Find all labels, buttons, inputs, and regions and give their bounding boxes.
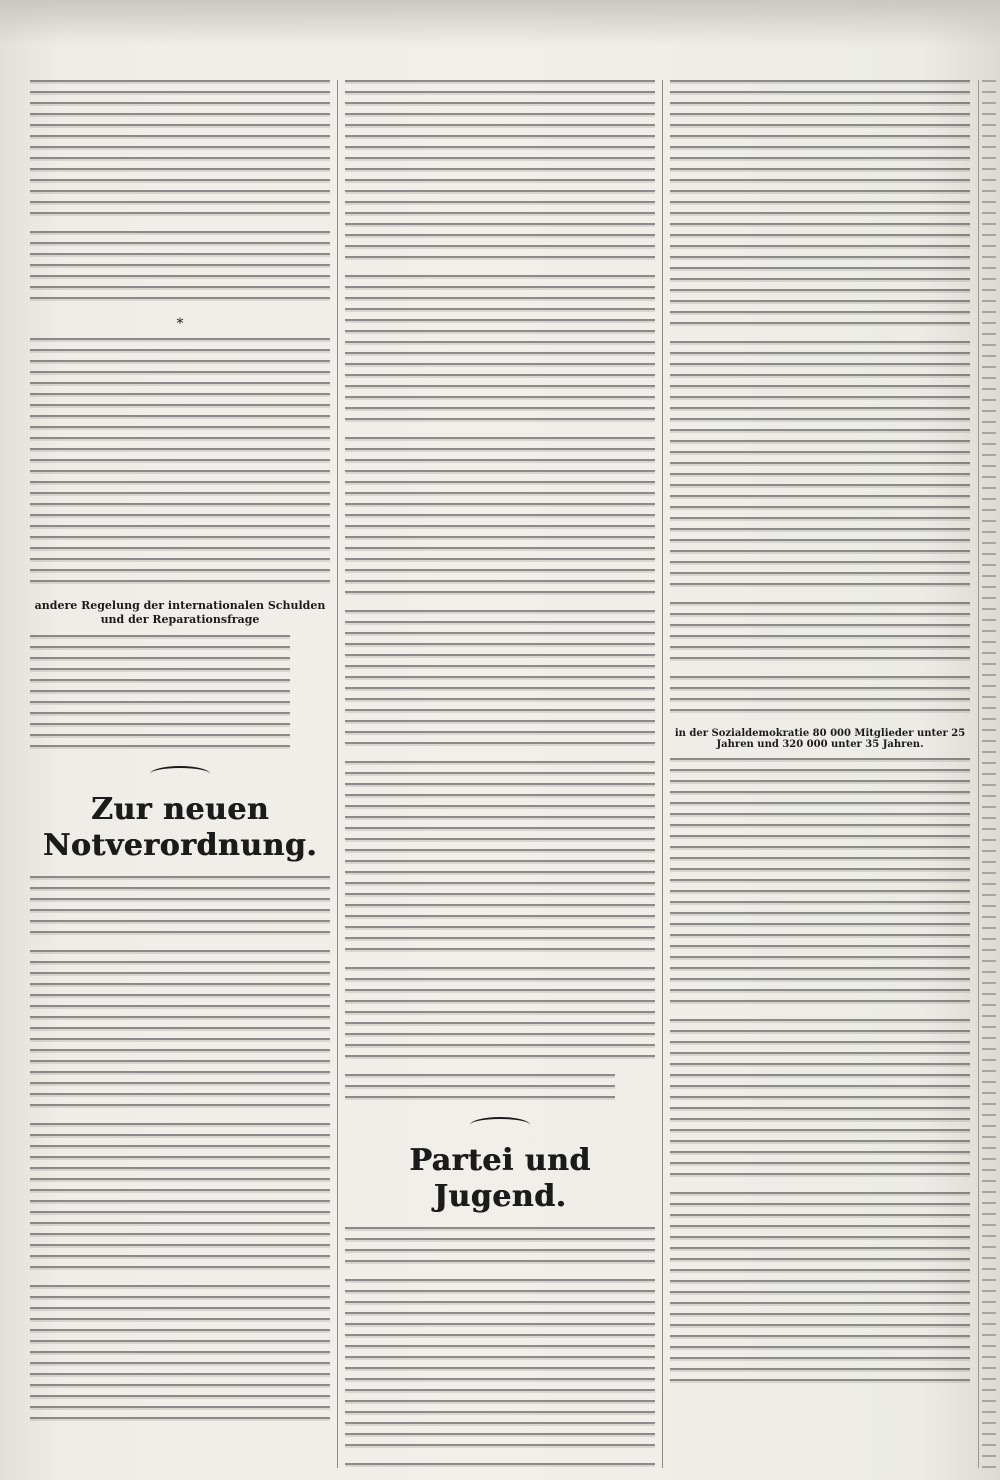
text-block-committee	[30, 231, 330, 308]
text-block-revenue	[345, 437, 655, 602]
text-block-socialism	[670, 1192, 970, 1390]
column-rule	[662, 80, 663, 1468]
text-block-youth-education	[670, 1019, 970, 1184]
text-block-unemployment	[30, 80, 330, 223]
text-block-capital-debts	[30, 635, 290, 756]
adjacent-page-edge	[982, 80, 996, 1468]
text-block-foreign-loans	[30, 1123, 330, 1277]
text-block-party-members	[670, 341, 970, 594]
text-block-crisis-tax	[345, 80, 655, 267]
column-1	[30, 80, 330, 1468]
text-block-students	[670, 80, 970, 333]
text-block-government	[30, 950, 330, 1115]
headline-flourish	[470, 1117, 530, 1133]
page-top-shadow	[0, 0, 1000, 46]
text-block-youth-groups	[345, 1463, 655, 1468]
subhead-debts: andere Regelung der internationalen Schulden und der Reparationsfrage	[34, 599, 326, 626]
text-block-criticism	[345, 275, 655, 429]
text-block-breitscheid	[345, 1279, 655, 1455]
section-ornament: *	[176, 316, 184, 332]
text-block-labour-conference	[30, 338, 330, 591]
column-rule	[337, 80, 338, 1468]
paragraph-members: in der Sozialdemokratie 80 000 Mitglieder unter 25 Jahren und 320 000 unter 35 Jahren.	[674, 728, 966, 750]
page-edge-rule	[978, 80, 979, 1468]
headline-flourish	[150, 766, 210, 782]
headline-partei-jugend: Partei und Jugend.	[409, 1143, 591, 1214]
column-2	[345, 80, 655, 1468]
text-block-intro	[30, 876, 330, 942]
text-block-cuts	[345, 1074, 615, 1107]
text-block-youth-communists	[670, 758, 970, 1011]
text-block-summary	[345, 967, 655, 1066]
column-3	[670, 80, 970, 1468]
headline-notverordnung: Zur neuen Notverordnung.	[42, 792, 318, 863]
text-block-welfare	[345, 761, 655, 959]
text-block-resolution	[670, 602, 970, 668]
text-block-age-limit	[670, 676, 970, 720]
text-block-congress	[345, 1227, 655, 1271]
text-block-concerns	[30, 1285, 330, 1428]
text-block-insurance	[345, 610, 655, 753]
